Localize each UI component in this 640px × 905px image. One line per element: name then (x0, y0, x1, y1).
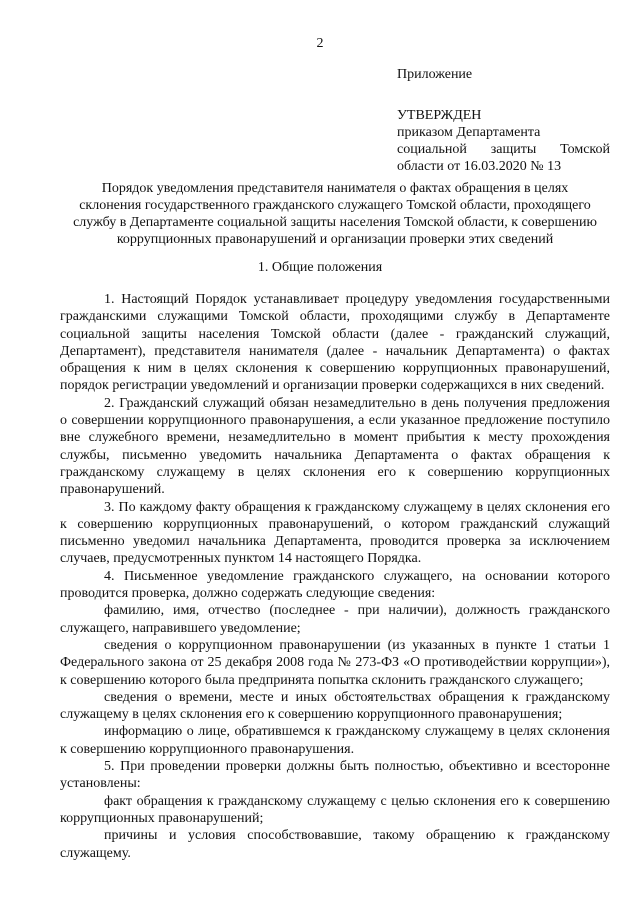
title-line: службу в Департаменте социальной защиты населения Томской области, к совершению (73, 215, 597, 230)
title-line: коррупционных правонарушений и организации проверки этих сведений (116, 232, 554, 247)
paragraph-4-item-3: сведения о времени, месте и иных обстоятельствах обращения к гражданскому служащему в целях склонения его к совершению коррупционного правонарушения; (60, 689, 610, 723)
paragraph-4-item-1: фамилию, имя, отчество (последнее - при наличии), должность гражданского служащего, направившего уведомление; (60, 603, 610, 636)
approved-label: УТВЕРЖДЕН (397, 108, 482, 123)
approval-block (397, 66, 610, 175)
approval-line-1: приказом Департамента (397, 125, 541, 140)
paragraph-2: 2. Гражданский служащий обязан незамедлительно в день получения предложения о совершении коррупционного правонарушения, а если указанное предложение поступило вне служебного времени, незамедлительно в момент прибытия к месту прохождения службы, письменно уведомить начальника Департамента о фактах обращения к гражданскому служащему в целях склонения его к совершению коррупционных правонарушений. (60, 395, 610, 498)
paragraph-1: 1. Настоящий Порядок устанавливает процедуру уведомления государственными гражданскими служащими Томской области, проходящими службу в Департаменте социальной защиты населения Томской области (далее - гражданский служащий, Департамент), представителя нанимателя (далее - начальник Департамента) о фактах обращения к ним в целях склонения к совершению коррупционных правонарушений, порядок регистрации уведомлений и организации проверки содержащихся в них сведений. (60, 292, 610, 394)
paragraph-3: 3. По каждому факту обращения к гражданскому служащему в целях склонения его к совершению коррупционных правонарушений, о котором гражданский служащий письменно уведомил начальника Департамента, проводится проверка за исключением случаев, предусмотренных пунктом 14 настоящего Порядка. (60, 499, 610, 567)
paragraph-4-item-2: сведения о коррупционном правонарушении (из указанных в пункте 1 статьи 1 Федерального закона от 25 декабря 2008 года № 273-ФЗ «О противодействии коррупции»), к совершению которого была предпринята попытка склонить гражданского служащего; (60, 637, 610, 688)
title-line: склонения государственного гражданского служащего Томской области, проходящего (79, 198, 591, 213)
body-text (60, 291, 610, 862)
paragraph-4-item-4: информацию о лице, обратившемся к гражданскому служащему в целях склонения к совершению коррупционного правонарушения. (60, 724, 610, 757)
title-line: Порядок уведомления представителя нанимателя о фактах обращения в целях (101, 181, 569, 196)
appendix-label: Приложение (397, 67, 473, 82)
document-title (60, 180, 610, 248)
paragraph-4: 4. Письменное уведомление гражданского служащего, на основании которого проводится проверка, должно содержать следующие сведения: (60, 568, 610, 602)
paragraph-5-item-1: факт обращения к гражданскому служащему с целью склонения его к совершению коррупционных правонарушений; (60, 793, 610, 826)
section-heading: 1. Общие положения (257, 260, 383, 275)
paragraph-5-item-2: причины и условия способствовавшие, такому обращению к гражданскому служащему. (60, 828, 610, 861)
approval-line-3: области от 16.03.2020 № 13 (397, 159, 562, 174)
page-number: 2 (316, 36, 324, 51)
approval-line-2: социальной защиты Томской (397, 142, 610, 157)
paragraph-5: 5. При проведении проверки должны быть полностью, объективно и всесторонне установлены: (60, 759, 610, 792)
